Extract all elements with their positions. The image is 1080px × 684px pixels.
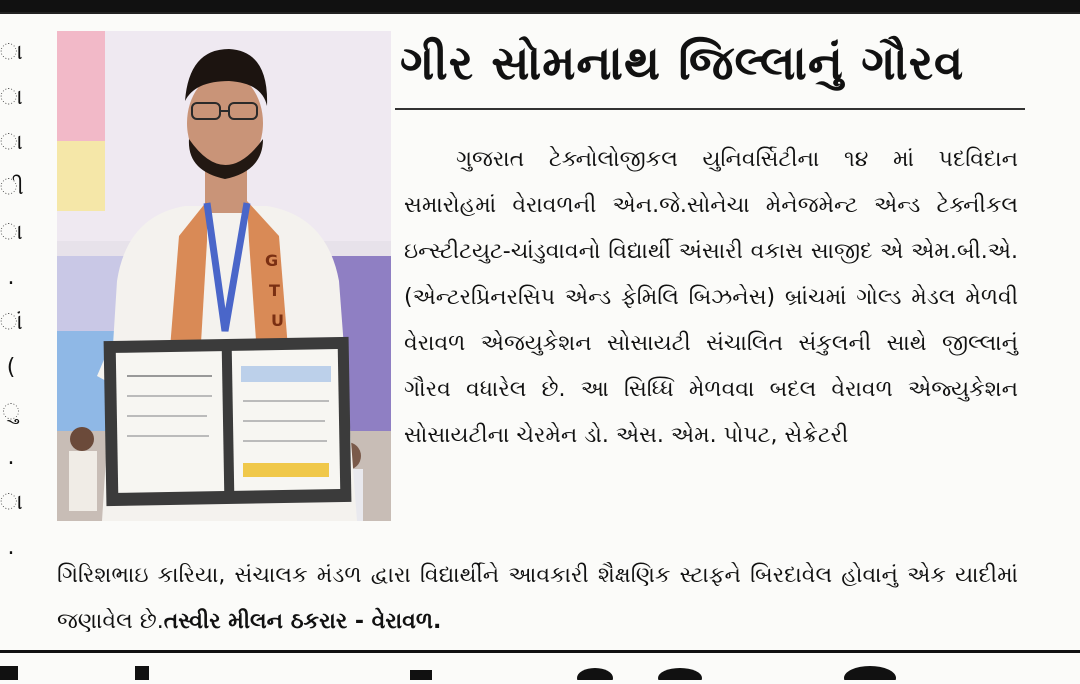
body-line: ગુજરાત ટેક્નોલોજીકલ યુનિવર્સિટીના ૧૪ માં xyxy=(456,147,914,172)
body-line: વિદ્યાર્થી અંસારી વકાસ સાજીદ એ એમ.બી.એ. xyxy=(608,239,1018,264)
top-rule xyxy=(0,12,1080,14)
article-body-full xyxy=(57,553,1018,645)
body-line: સોસાયટીના ચેરમેન ડો. એસ. એમ. પોપટ, સેક્રેટરી xyxy=(404,423,849,448)
left-glyph: ા xyxy=(0,40,23,65)
body-line: સંચાલિત સંકુલની સાથે જીલ્લાનું ગૌરવ વધારેલ છે. xyxy=(404,331,1018,402)
article-body-right xyxy=(404,137,1018,459)
body-line: ગિરિશભાઇ કારિયા, સંચાલક મંડળ દ્વારા વિદ્યાર્થીને આવકારી શૈક્ષણિક સ્ટાફને xyxy=(57,563,741,588)
body-line: મેનેજમેન્ટ એન્ડ ટેક્નીકલ ઇન્સ્ટીટયુટ-ચાંડુવાવનો xyxy=(404,193,1018,264)
photo-credit: તસ્વીર મીલન ઠકરાર - વેરાવળ. xyxy=(163,609,442,634)
bottom-rule xyxy=(0,650,1080,653)
next-article-fragment xyxy=(0,660,1080,680)
left-glyph: ા xyxy=(0,490,23,515)
article-photo xyxy=(57,31,391,521)
cropped-headline-shapes xyxy=(0,660,1080,680)
body-line: આ સિધ્ધિ મેળવવા બદલ વેરાવળ એજ્યુકેશન xyxy=(580,377,1018,402)
left-glyph: ાં xyxy=(0,310,23,335)
graduate-photo-illustration xyxy=(57,31,391,521)
left-glyph: ા xyxy=(0,85,23,110)
sash-letter: G xyxy=(265,251,279,270)
body-line: ગોલ્ડ મેડલ મેળવી વેરાવળ એજયુકેશન સોસાયટી xyxy=(404,285,1018,356)
left-glyph: ા xyxy=(0,130,23,155)
left-column-fragment xyxy=(0,30,22,640)
left-glyph: ી xyxy=(0,175,24,200)
body-line: પદવિદાન સમારોહમાં વેરાવળની એન.જે.સોનેચા xyxy=(404,147,1019,218)
article-headline: ગીર સોમનાથ જિલ્લાનું ગૌરવ xyxy=(400,36,965,91)
certificate-folder xyxy=(104,337,352,506)
left-glyph: . xyxy=(7,535,15,560)
left-glyph: . xyxy=(7,445,15,470)
left-glyph: ુ xyxy=(2,400,20,425)
sash-letter: U xyxy=(271,311,284,330)
body-line: બિરદાવેલ હોવાનું એક યાદીમાં જણાવેલ છે. xyxy=(57,563,1018,634)
left-glyph: ા xyxy=(0,220,23,245)
left-glyph: . xyxy=(7,265,15,290)
top-border-strip xyxy=(0,0,1080,12)
body-line: (એન્ટરપ્રિનરસિપ એન્ડ ફેમિલિ બિઝનેસ) બ્રાંચમાં xyxy=(404,285,847,310)
left-glyph: ( xyxy=(6,355,16,380)
sash-letter: T xyxy=(269,281,280,300)
headline-rule xyxy=(395,108,1025,110)
